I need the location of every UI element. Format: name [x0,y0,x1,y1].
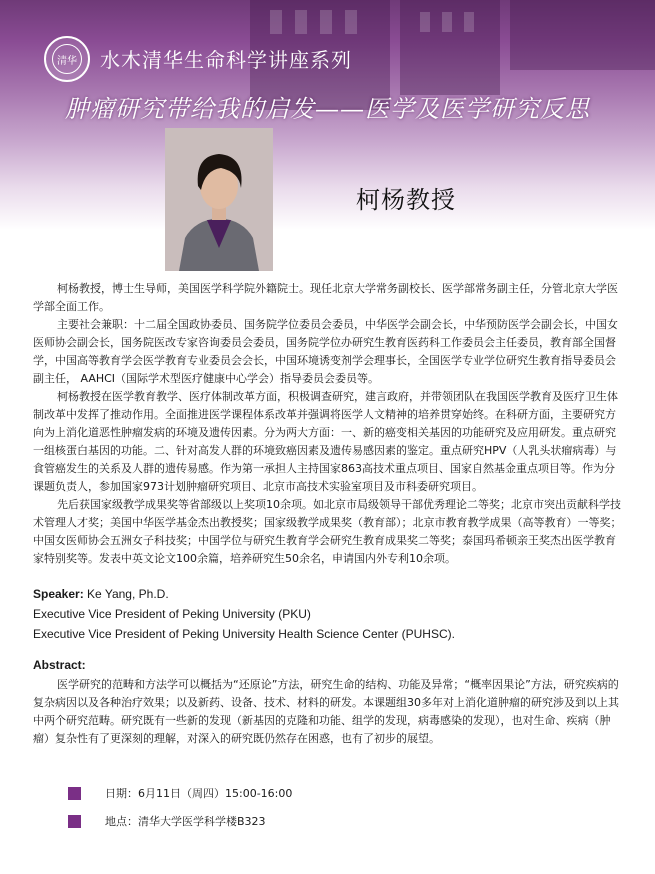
bio-paragraph: 柯杨教授，博士生导师，美国医学科学院外籍院士。现任北京大学常务副校长、医学部常务副主任，分管北京大学医学部全面工作。 [33,282,618,313]
speaker-label: Speaker: [33,587,84,601]
series-title: 水木清华生命科学讲座系列 [100,48,352,72]
abstract-label: Abstract: [33,658,86,672]
building-silhouette [510,0,655,70]
bio-paragraph: 先后获国家级教学成果奖等省部级以上奖项10余项。如北京市局级领导干部优秀理论二等奖；北京市突出贡献科学技术管理人才奖；美国中华医学基金杰出教授奖；国家级教学成果奖（教育部）；北京市教育教学成果（高等教育）一等奖；中国女医师协会五洲女子科技奖；中国学位与研究生教育学会研究生教育成果奖二等奖；泰国玛希顿亲王奖杰出医学教育家特别奖等。发表中英文论文100余篇，培养研究生50余名，申请国内外专利10余项。 [33,498,622,565]
bio-paragraph: 柯杨教授在医学教育教学、医疗体制改革方面，积极调查研究，建言政府，并带领团队在我国医学教育及医疗卫生体制改革中发挥了推动作用。全面推进医学课程体系改革并强调将医学人文精神的培养贯穿始终。在科研方面，主要研究方向为上消化道恶性肿瘤发病的环境及遗传因素。分为两大方面：一、新的癌变相关基因的功能研究及应用研发。重点研究一组核蛋白基因的功能。二、针对高发人群的环境致癌因素及遗传易感因素的鉴定。重点研究HPV（人乳头状瘤病毒）与食管癌发生的关系及人群的遗传易感。作为第一承担人主持国家863高技术重点项目、国家自然基金重点项目等。作为分课题负责人，参加国家973计划肿瘤研究项目、北京市高技术实验室项目及市科委研究项目。 [33,390,618,493]
bio-paragraph: 主要社会兼职：十二届全国政协委员、国务院学位委员会委员，中华医学会副会长，中华预防医学会副会长，中国女医师协会副会长，国务院医改专家咨询委员会委员，国务院学位办研究生教育医药科工作委员会主任委员，教育部全国督学，中国高等教育学会医学教育专业委员会会长，中国环境诱变剂学会理事长，全国医学专业学位研究生教育指导委员会副主任， AAHCI（国际学术型医疗健康中心学会）指导委员会委员等。 [33,318,618,385]
abstract-text: 医学研究的范畴和方法学可以概括为“还原论”方法，研究生命的结构、功能及异常；“概率因果论”方法，研究疾病的复杂病因以及各种治疗效果；以及新药、设备、技术、材料的研发。本课题组30多年对上消化道肿瘤的研究涉及到以上其中两个研究范畴。研究既有一些新的发现（新基因的克隆和功能、组学的发现，病毒感染的发现），也对生命、疾病（肿瘤）复杂性有了更深刻的理解，对深入的研究既仍然存在困惑，也有了初步的展望。 [33,678,619,745]
tsinghua-seal-icon [44,36,90,82]
speaker-portrait-icon [165,128,273,271]
speaker-bio [33,280,623,568]
speaker-name-en: Ke Yang, Ph.D. [83,587,169,601]
header-banner [0,0,655,230]
speaker-title-line: Executive Vice President of Peking University Health Science Center (PUHSC). [33,627,455,641]
speaker-line [33,584,623,604]
lecture-title: 肿瘤研究带给我的启发——医学及医学研究反思 [65,95,590,123]
speaker-info [33,584,623,644]
speaker-name-cn: 柯杨教授 [356,186,456,214]
location-row [68,812,266,830]
speaker-title-line: Executive Vice President of Peking University (PKU) [33,607,311,621]
square-bullet-icon [68,815,81,828]
event-date: 日期：6月11日（周四）15:00-16:00 [105,787,293,800]
date-row [68,784,292,802]
event-location: 地点：清华大学医学科学楼B323 [105,815,266,828]
square-bullet-icon [68,787,81,800]
logo-text: 清华 [52,44,82,74]
